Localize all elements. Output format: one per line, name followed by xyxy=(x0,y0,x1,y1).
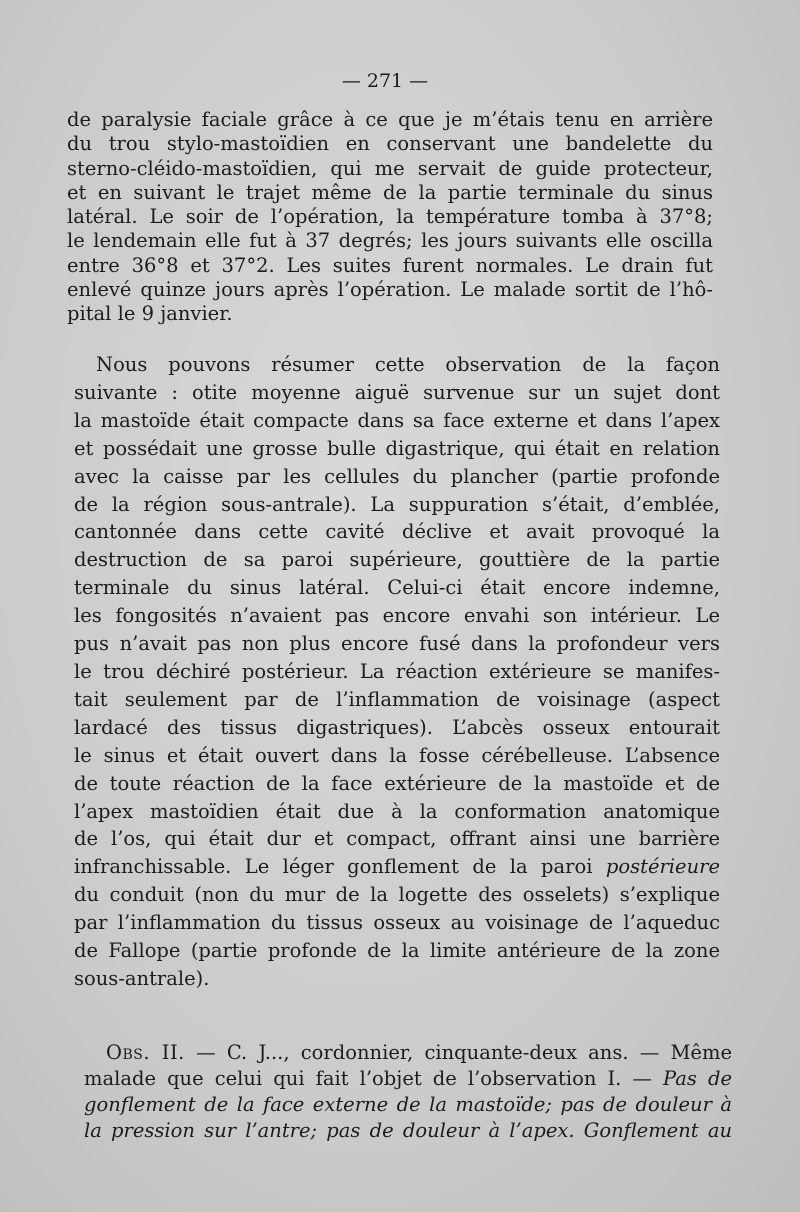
observation-heading-line xyxy=(84,1040,732,1066)
text-line: de la région sous-antrale). La suppuration s’était, d’emblée, xyxy=(74,492,720,516)
text-line: les fongosités n’avaient pas encore envahi son intérieur. Le xyxy=(74,604,720,628)
text-line: lardacé des tissus digastriques). L’abcès osseux entourait xyxy=(74,715,720,739)
text-line-with-italic xyxy=(74,853,720,881)
text-line: l’apex mastoïdien était due à la conformation anatomique xyxy=(74,799,720,823)
text-line-italic: la pression sur l’antre; pas de douleur à l’apex. Gonflement au xyxy=(84,1119,732,1142)
text-line xyxy=(84,1066,732,1092)
page-number: — 271 — xyxy=(341,70,429,92)
text-line: pus n’avait pas non plus encore fusé dans la profondeur vers xyxy=(74,632,720,656)
text-line: enlevé quinze jours après l’opération. Le malade sortit de l’hô- xyxy=(67,278,713,302)
text-segment: — C. J..., cordonnier, cinquante-deux ans. — Même xyxy=(184,1041,733,1064)
observation-label: Obs. II. xyxy=(106,1041,185,1064)
text-line: terminale du sinus latéral. Celui-ci était encore indemne, xyxy=(74,576,720,600)
text-line: destruction de sa paroi supérieure, gouttière de la partie xyxy=(74,548,720,572)
text-line: par l’inflammation du tissus osseux au voisinage de l’aqueduc xyxy=(74,911,720,935)
text-line: de l’os, qui était dur et compact, offrant ainsi une barrière xyxy=(74,827,720,851)
text-line: du trou stylo-mastoïdien en conservant une bandelette du xyxy=(67,132,713,156)
text-line-italic: gonflement de la face externe de la mastoïde; pas de douleur à xyxy=(84,1093,732,1116)
text-line: sous-antrale). xyxy=(74,966,210,990)
text-line: tait seulement par de l’inflammation de voisinage (aspect xyxy=(74,687,720,711)
text-line: la mastoïde était compacte dans sa face externe et dans l’apex xyxy=(74,408,720,432)
text-line: le trou déchiré postérieur. La réaction extérieure se manifes- xyxy=(74,659,720,683)
text-line: le sinus et était ouvert dans la fosse cérébelleuse. L’absence xyxy=(74,743,720,767)
text-line: du conduit (non du mur de la logette des osselets) s’explique xyxy=(74,883,720,907)
text-line: et possédait une grosse bulle digastrique, qui était en relation xyxy=(74,436,720,460)
text-line: cantonnée dans cette cavité déclive et avait provoqué la xyxy=(74,520,720,544)
paragraph-2 xyxy=(74,351,720,993)
text-segment: infranchissable. Le léger gonflement de la paroi xyxy=(74,855,606,879)
paragraph-1 xyxy=(67,108,713,327)
text-line: et en suivant le trajet même de la partie terminale du sinus xyxy=(67,180,713,204)
text-line: le lendemain elle fut à 37 degrés; les jours suivants elle oscilla xyxy=(67,229,713,253)
text-line: de Fallope (partie profonde de la limite antérieure de la zone xyxy=(74,939,720,963)
italic-word: postérieure xyxy=(605,855,720,879)
text-line: Nous pouvons résumer cette observation de la façon xyxy=(96,353,720,376)
paragraph-3-observation xyxy=(84,1040,732,1144)
text-line: sterno-cléido-mastoïdien, qui me servait de guide protecteur, xyxy=(67,156,713,180)
text-segment: malade que celui qui fait l’objet de l’observation I. — xyxy=(84,1067,664,1090)
italic-segment: Pas de xyxy=(663,1067,732,1090)
text-line: pital le 9 janvier. xyxy=(67,302,233,326)
text-line: de paralysie faciale grâce à ce que je m’étais tenu en arrière xyxy=(67,108,713,131)
text-line: de toute réaction de la face extérieure de la mastoïde et de xyxy=(74,771,720,795)
text-line: avec la caisse par les cellules du plancher (partie profonde xyxy=(74,464,720,488)
text-line: entre 36°8 et 37°2. Les suites furent normales. Le drain fut xyxy=(67,253,713,277)
text-line: suivante : otite moyenne aiguë survenue sur un sujet dont xyxy=(74,380,720,404)
text-line: latéral. Le soir de l’opération, la température tomba à 37°8; xyxy=(67,205,713,229)
